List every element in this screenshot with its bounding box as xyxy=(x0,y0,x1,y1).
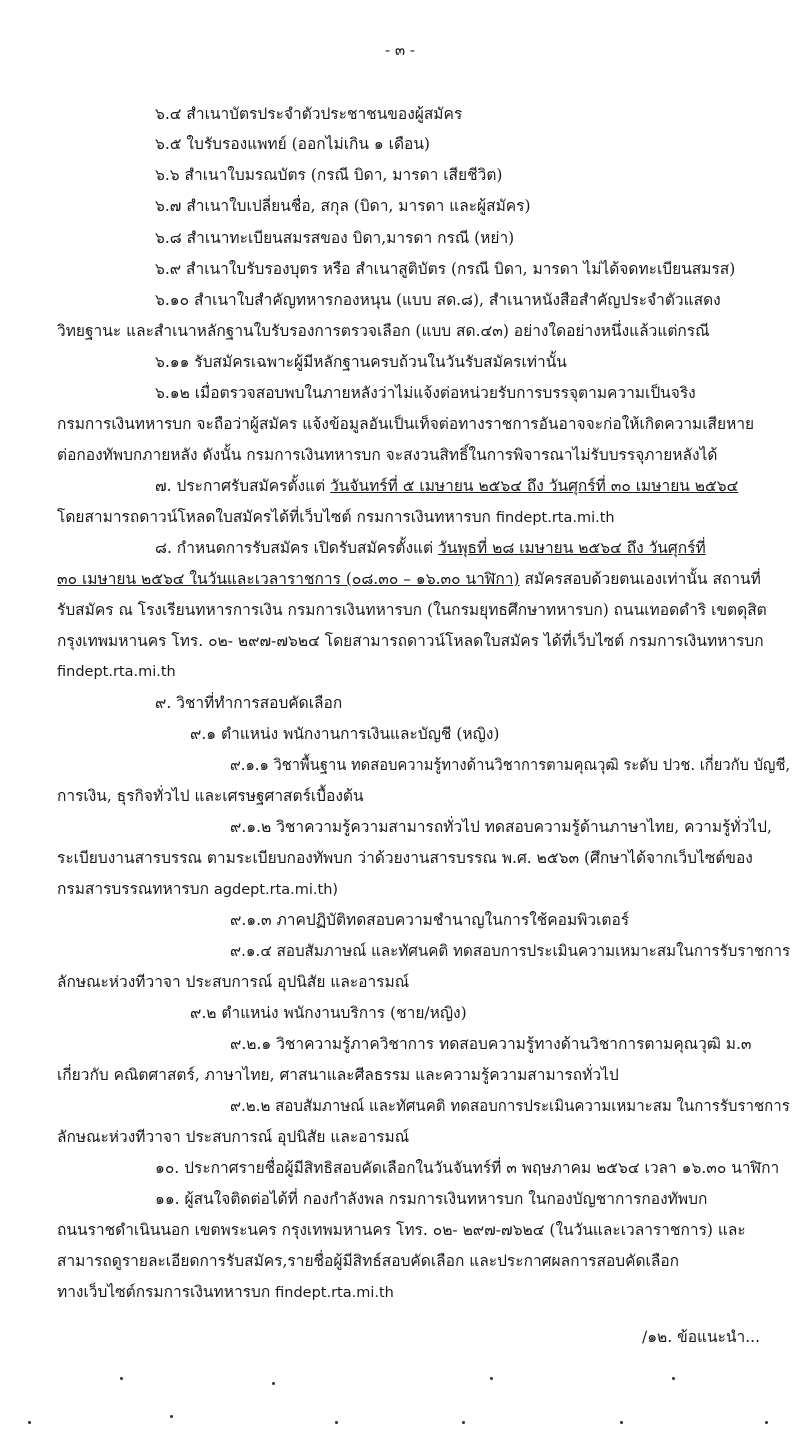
findept-website: findept.rta.mi.th xyxy=(275,1285,394,1301)
item-9-1-2-dept: กรมสารบรรณทหารบก xyxy=(57,880,214,898)
item-9-2-2-line2: ลักษณะห่วงทีวาจา ประสบการณ์ อุปนิสัย และอารมณ์ xyxy=(57,1128,410,1146)
scan-speck xyxy=(462,1421,465,1424)
item-8-self-apply: สมัครสอบด้วยตนเองเท่านั้น สถานที่ xyxy=(519,570,761,588)
item-7-dates: วันจันทร์ที่ ๕ เมษายน ๒๕๖๔ ถึง วันศุกร์ที่ ๓๐ เมษายน ๒๕๖๔ xyxy=(330,477,739,495)
scan-speck xyxy=(272,1382,275,1385)
item-8-line3: รับสมัคร ณ โรงเรียนทหารการเงิน กรมการเงินทหารบก (ในกรมยุทธศึกษาทหารบก) ถนนเทอดดำริ เขตดุสิต xyxy=(57,601,767,619)
item-8-line2 xyxy=(57,569,761,589)
item-9-1-2-line2: ระเบียบงานสารบรรณ ตามระเบียบกองทัพบก ว่าด้วยงานสารบรรณ พ.ศ. ๒๕๖๓ (ศึกษาได้จากเว็บไซต์ของ xyxy=(57,849,753,867)
scan-speck xyxy=(335,1421,338,1424)
item-11-line2: ถนนราชดำเนินนอก เขตพระนคร กรุงเทพมหานคร โทร. ๐๒- ๒๙๗-๗๖๒๔ (ในวันและเวลาราชการ) และ xyxy=(57,1221,746,1239)
item-11-line4 xyxy=(57,1282,394,1303)
item-7-line2 xyxy=(57,507,615,528)
item-6-7: ๖.๗ สำเนาใบเปลี่ยนชื่อ, สกุล (บิดา, มารดา และผู้สมัคร) xyxy=(155,197,531,215)
item-6-11: ๖.๑๑ รับสมัครเฉพาะผู้มีหลักฐานครบถ้วนในวันรับสมัครเท่านั้น xyxy=(155,353,567,371)
scan-speck xyxy=(620,1421,623,1424)
item-8-text: ๘. กำหนดการรับสมัคร เปิดรับสมัครตั้งแต่ xyxy=(155,539,439,557)
item-6-12-line2: กรมการเงินทหารบก จะถือว่าผู้สมัคร แจ้งข้อมูลอันเป็นเท็จต่อทางราชการอันอาจจะก่อให้เกิดความเสียหาย xyxy=(57,415,755,433)
scan-speck xyxy=(120,1377,123,1380)
item-9-2-2-line1: ๙.๒.๒ สอบสัมภาษณ์ และทัศนคติ ทดสอบการประเมินความเหมาะสม ในการรับราชการ xyxy=(230,1097,790,1115)
item-9-1: ๙.๑ ตำแหน่ง พนักงานการเงินและบัญชี (หญิง) xyxy=(190,725,500,743)
item-6-6: ๖.๖ สำเนาใบมรณบัตร (กรณี บิดา, มารดา เสียชีวิต) xyxy=(155,166,503,184)
item-11-line1: ๑๑. ผู้สนใจติดต่อได้ที่ กองกำลังพล กรมการเงินทหารบก ในกองบัญชาการกองทัพบก xyxy=(155,1190,708,1208)
item-8-line4: กรุงเทพมหานคร โทร. ๐๒- ๒๙๗-๗๖๒๔ โดยสามารถดาวน์โหลดใบสมัคร ได้ที่เว็บไซต์ กรมการเงินทหารบก xyxy=(57,632,764,650)
item-9-2-1-line1: ๙.๒.๑ วิชาความรู้ภาควิชาการ ทดสอบความรู้ทางด้านวิชาการตามคุณวุฒิ ม.๓ xyxy=(230,1035,752,1053)
item-8-dates-1: วันพุธที่ ๒๘ เมษายน ๒๕๖๔ ถึง วันศุกร์ที่ xyxy=(438,539,706,557)
scan-speck xyxy=(170,1415,173,1418)
item-10: ๑๐. ประกาศรายชื่อผู้มีสิทธิสอบคัดเลือกในวันจันทร์ที่ ๓ พฤษภาคม ๒๕๖๔ เวลา ๑๖.๓๐ นาฬิกา xyxy=(155,1159,780,1177)
item-9-1-3: ๙.๑.๓ ภาคปฏิบัติทดสอบความชำนาญในการใช้คอมพิวเตอร์ xyxy=(230,911,630,929)
item-6-9: ๖.๙ สำเนาใบรับรองบุตร หรือ สำเนาสูติบัตร (กรณี บิดา, มารดา ไม่ได้จดทะเบียนสมรส) xyxy=(155,260,736,278)
scan-speck xyxy=(490,1377,493,1380)
item-7-line1 xyxy=(155,476,738,496)
item-6-8: ๖.๘ สำเนาทะเบียนสมรสของ บิดา,มารดา กรณี (หย่า) xyxy=(155,229,515,247)
item-6-12-line1: ๖.๑๒ เมื่อตรวจสอบพบในภายหลังว่าไม่แจ้งต่อหน่วยรับการบรรจุตามความเป็นจริง xyxy=(155,384,696,402)
item-11-website-text: ทางเว็บไซต์กรมการเงินทหารบก xyxy=(57,1283,276,1301)
item-6-10-line2: วิทยฐานะ และสำเนาหลักฐานใบรับรองการตรวจเลือก (แบบ สด.๔๓) อย่างใดอย่างหนึ่งแล้วแต่กรณี xyxy=(57,322,710,340)
item-9-1-4-line1: ๙.๑.๔ สอบสัมภาษณ์ และทัศนคติ ทดสอบการประเมินความเหมาะสมในการรับราชการ xyxy=(230,942,791,960)
scan-speck xyxy=(28,1421,31,1424)
item-9-2: ๙.๒ ตำแหน่ง พนักงานบริการ (ชาย/หญิง) xyxy=(190,1004,467,1022)
website-link: findept.rta.mi.th xyxy=(495,510,615,526)
item-11-line3: สามารถดูรายละเอียดการรับสมัคร,รายชื่อผู้มีสิทธ์สอบคัดเลือก และประกาศผลการสอบคัดเลือก xyxy=(57,1252,680,1270)
item-9-1-2-line1: ๙.๑.๒ วิชาความรู้ความสามารถทั่วไป ทดสอบความรู้ด้านภาษาไทย, ความรู้ทั่วไป, xyxy=(230,818,772,836)
item-9-1-2-line3 xyxy=(57,879,338,900)
item-6-4: ๖.๔ สำเนาบัตรประจำตัวประชาชนของผู้สมัคร xyxy=(155,105,463,123)
agdept-website: agdept.rta.mi.th) xyxy=(213,882,339,898)
item-7-download-text: โดยสามารถดาวน์โหลดใบสมัครได้ที่เว็บไซต์ กรมการเงินทหารบก xyxy=(57,508,496,526)
item-7-text: ๗. ประกาศรับสมัครตั้งแต่ xyxy=(155,477,331,495)
item-6-12-line3: ต่อกองทัพบกภายหลัง ดังนั้น กรมการเงินทหารบก จะสงวนสิทธิ์ในการพิจารณาไม่รับบรรจุภายหลังได้ xyxy=(57,446,718,464)
item-6-10-line1: ๖.๑๐ สำเนาใบสำคัญทหารกองหนุน (แบบ สด.๘), สำเนาหนังสือสำคัญประจำตัวแสดง xyxy=(155,291,721,309)
page-number: - ๓ - xyxy=(385,41,415,59)
item-9-1-4-line2: ลักษณะห่วงทีวาจา ประสบการณ์ อุปนิสัย และอารมณ์ xyxy=(57,973,410,991)
next-page-reference: /๑๒. ข้อแนะนำ... xyxy=(641,1328,760,1346)
scan-speck xyxy=(672,1377,675,1380)
item-9: ๙. วิชาที่ทำการสอบคัดเลือก xyxy=(155,694,343,712)
item-6-5: ๖.๕ ใบรับรองแพทย์ (ออกไม่เกิน ๑ เดือน) xyxy=(155,135,430,153)
scan-speck xyxy=(765,1421,768,1424)
item-8-dates-2: ๓๐ เมษายน ๒๕๖๔ ในวันและเวลาราชการ (๐๘.๓๐ – ๑๖.๓๐ นาฬิกา) xyxy=(57,570,520,588)
item-9-1-1-line1: ๙.๑.๑ วิชาพื้นฐาน ทดสอบความรู้ทางด้านวิชาการตามคุณวุฒิ ระดับ ปวช. เกี่ยวกับ บัญชี, xyxy=(230,756,791,774)
item-9-2-1-line2: เกี่ยวกับ คณิตศาสตร์, ภาษาไทย, ศาสนาและศีลธรรม และความรู้ความสามารถทั่วไป xyxy=(57,1066,619,1084)
item-8-website: findept.rta.mi.th xyxy=(57,664,176,680)
item-8-line1 xyxy=(155,538,706,558)
item-9-1-1-line2: การเงิน, ธุรกิจทั่วไป และเศรษฐศาสตร์เบื้องต้น xyxy=(57,787,364,805)
